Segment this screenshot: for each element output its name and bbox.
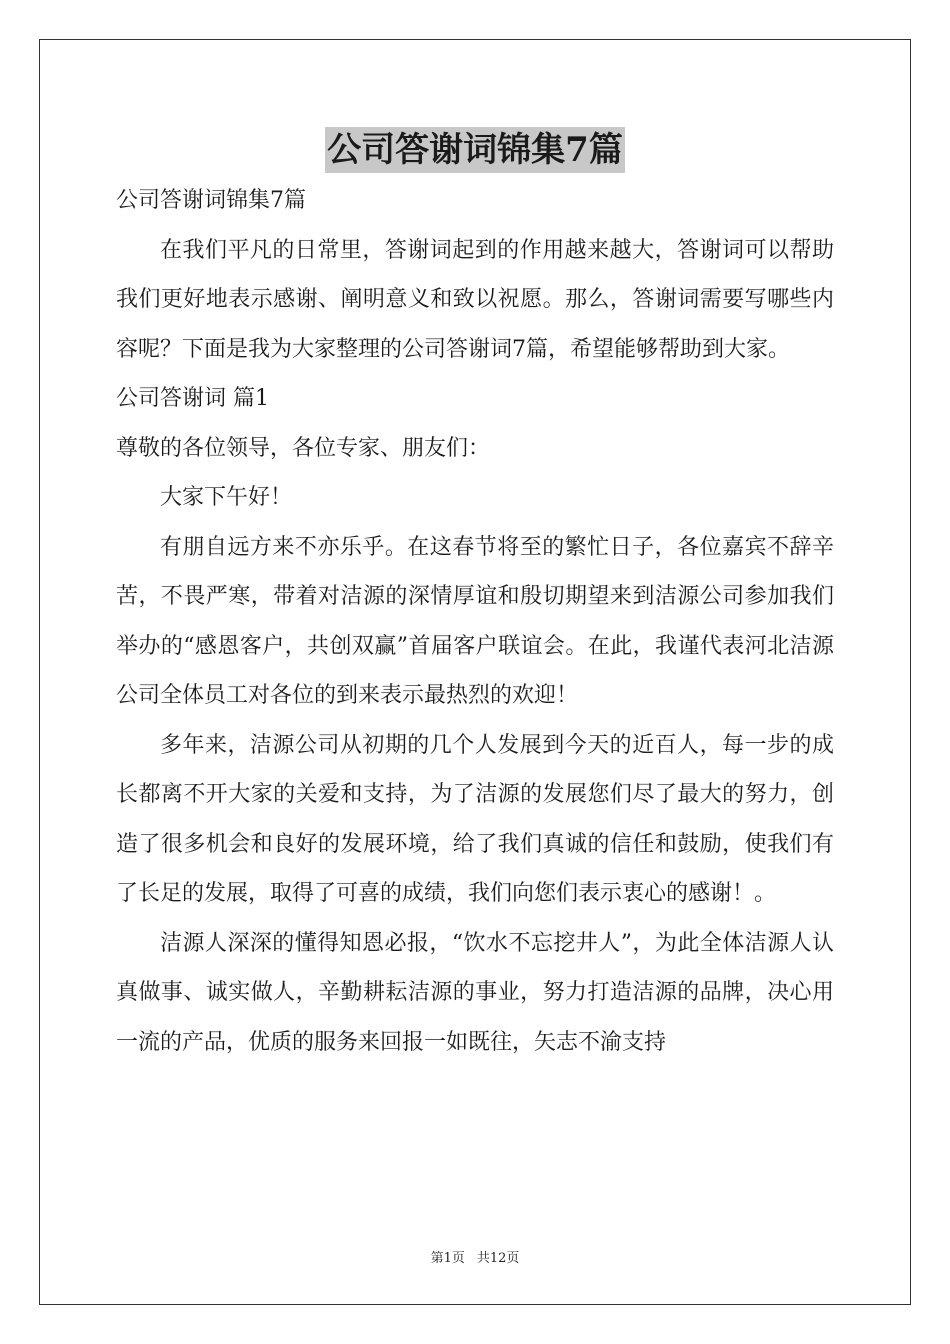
page-footer: [0, 1250, 950, 1268]
paragraph: 公司答谢词锦集7篇: [116, 188, 306, 213]
paragraph: 在我们平凡的日常里，答谢词起到的作用越来越大，答谢词可以帮助我们更好地表示感谢、阐明意义和致以祝愿。那么，答谢词需要写哪些内容呢？下面是我为大家整理的公司答谢词7篇，希望能够帮助到大家。: [116, 237, 834, 362]
section-heading: 公司答谢词 篇1: [116, 386, 269, 411]
title-container: [0, 127, 950, 173]
page-total: 共12页: [476, 1251, 520, 1266]
document-body: [116, 176, 834, 1067]
salutation: 尊敬的各位领导，各位专家、朋友们：: [116, 435, 491, 461]
paragraph: 洁源人深深的懂得知恩必报，“饮水不忘挖井人”，为此全体洁源人认真做事、诚实做人，辛勤耕耘洁源的事业，努力打造洁源的品牌，决心用一流的产品，优质的服务来回报一如既往，矢志不渝支持: [116, 930, 834, 1055]
paragraph: 多年来，洁源公司从初期的几个人发展到今天的近百人，每一步的成长都离不开大家的关爱和支持，为了洁源的发展您们尽了最大的努力，创造了很多机会和良好的发展环境，给了我们真诚的信任和鼓励，使我们有了长足的发展，取得了可喜的成绩，我们向您们表示衷心的感谢！。: [116, 732, 834, 906]
paragraph: 有朋自远方来不亦乐乎。在这春节将至的繁忙日子，各位嘉宾不辞辛苦，不畏严寒，带着对洁源的深情厚谊和殷切期望来到洁源公司参加我们举办的“感恩客户，共创双赢”首届客户联谊会。在此，我谨代表河北洁源公司全体员工对各位的到来表示最热烈的欢迎！: [116, 534, 834, 708]
document-title: 公司答谢词锦集7篇: [325, 127, 625, 173]
paragraph: 大家下午好！: [160, 485, 293, 510]
page-number: 第1页: [430, 1251, 465, 1266]
